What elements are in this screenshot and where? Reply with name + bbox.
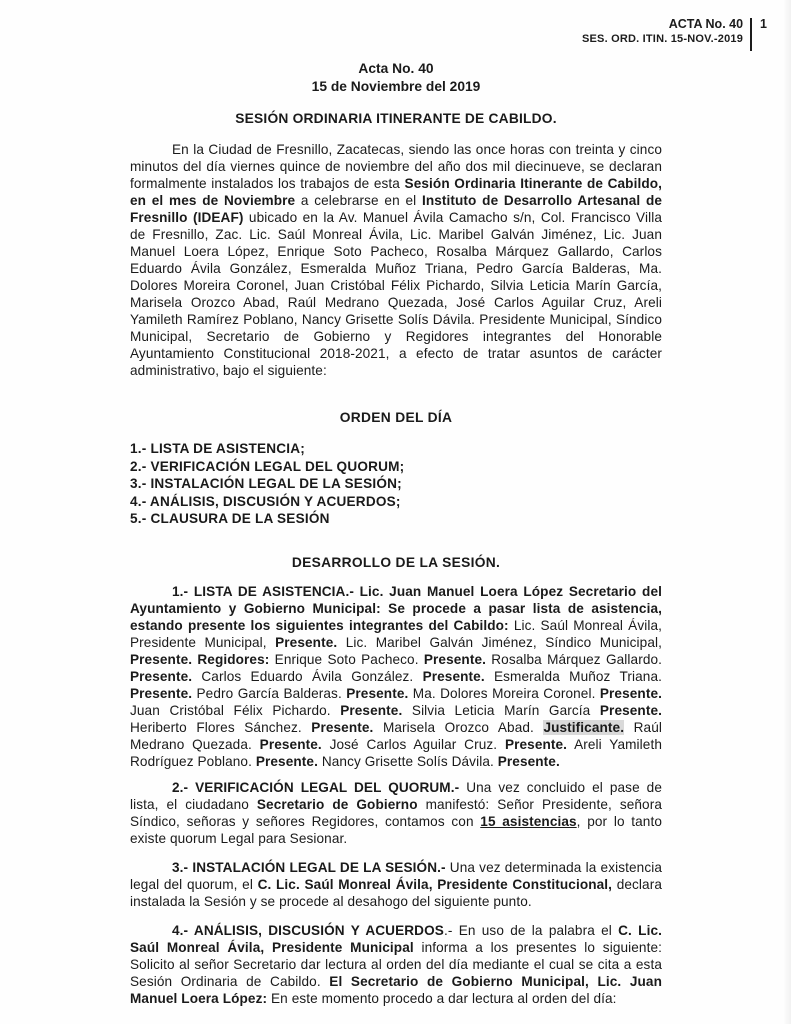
orden-item-4: 4.- ANÁLISIS, DISCUSIÓN Y ACUERDOS; xyxy=(130,493,401,509)
intro-paragraph xyxy=(130,141,662,379)
text-segment: , por lo tanto existe quorum Legal para Sesionar. xyxy=(130,813,663,846)
text-segment: El Secretario de Gobierno Municipal, Lic. Juan Manuel Loera López: xyxy=(130,973,662,1006)
text-segment: Presente. Regidores: xyxy=(130,651,270,667)
orden-del-dia-list xyxy=(130,440,662,528)
text-segment: Presente. xyxy=(497,753,560,769)
orden-del-dia-heading: ORDEN DEL DÍA xyxy=(339,410,453,425)
text-segment: Heriberto Flores Sánchez. xyxy=(130,719,312,735)
text-segment: Presente. xyxy=(599,685,662,701)
text-segment: Juan Cristóbal Félix Pichardo. xyxy=(130,702,341,718)
text-segment: Una vez concluido el pase de lista, el ciudadano xyxy=(130,779,663,812)
document-body xyxy=(130,60,662,1007)
text-segment: Areli Yamileth Rodríguez Poblano. xyxy=(130,736,662,769)
text-segment: Carlos Eduardo Ávila González. xyxy=(192,668,423,684)
text-segment: Presente. xyxy=(422,668,485,684)
text-segment: 3.- INSTALACIÓN LEGAL DE LA SESIÓN.- xyxy=(172,859,446,875)
orden-item-5: 5.- CLAUSURA DE LA SESIÓN xyxy=(130,511,330,526)
text-segment: Presente. xyxy=(259,736,322,752)
corner-header xyxy=(582,17,767,47)
text-segment: Enrique Soto Pacheco. xyxy=(269,651,424,667)
text-segment: José Carlos Aguilar Cruz. xyxy=(321,736,505,752)
text-segment: Ma. Dolores Moreira Coronel. xyxy=(408,685,600,701)
text-segment: Una vez determinada la existencia legal del quorum, el xyxy=(130,859,662,892)
text-segment: a celebrarse en el xyxy=(295,193,422,208)
verificacion-quorum-paragraph xyxy=(130,779,662,847)
title-block xyxy=(130,60,662,95)
text-segment: Pedro García Balderas. xyxy=(192,685,347,701)
text-segment: En este momento procedo a dar lectura al orden del día: xyxy=(267,990,617,1006)
page-number: 1 xyxy=(760,17,767,31)
text-segment: Sesión Ordinaria Itinerante de Cabildo, en el mes de Noviembre xyxy=(130,176,663,208)
session-date-label: SES. ORD. ITIN. 15-NOV.-2019 xyxy=(581,33,744,45)
text-segment: En la Ciudad de Fresnillo, Zacatecas, siendo las once horas con treinta y cinco minutos del día viernes quince de noviembre del año dos mil diecinueve, se declaran formalmente instalados los trabajos de esta xyxy=(130,142,662,191)
text-segment: Raúl Medrano Quezada. xyxy=(130,719,662,752)
orden-item-1: 1.- LISTA DE ASISTENCIA; xyxy=(130,441,305,456)
text-segment: Lic. Saúl Monreal Ávila, Presidente Municipal, xyxy=(130,617,662,650)
text-segment: Nancy Grisette Solís Dávila. xyxy=(317,753,498,769)
text-segment: Silvia Leticia Marín García xyxy=(402,702,600,718)
text-segment: Justificante. xyxy=(543,719,625,735)
analisis-acuerdos-paragraph xyxy=(130,922,662,1007)
text-segment: C. Lic. Saúl Monreal Ávila, Presidente Municipal xyxy=(130,922,662,955)
text-segment: manifestó: Señor Presidente, señora Síndico, señoras y señores Regidores, contamos con xyxy=(130,796,663,829)
session-title: SESIÓN ORDINARIA ITINERANTE DE CABILDO. xyxy=(235,111,557,126)
text-segment: .- En uso de la palabra el xyxy=(443,922,619,938)
text-segment: 4.- ANÁLISIS, DISCUSIÓN Y ACUERDOS xyxy=(172,922,444,938)
text-segment: Marisela Orozco Abad. xyxy=(373,719,544,735)
text-segment: Presente. xyxy=(255,753,318,769)
text-segment: Presente. xyxy=(423,651,486,667)
text-segment: Secretario de Gobierno xyxy=(256,796,418,812)
document-title: Acta No. 40 xyxy=(358,61,434,76)
text-segment: declara instalada la Sesión y se procede al desahogo del siguiente punto. xyxy=(130,876,662,909)
text-segment: 1.- LISTA DE ASISTENCIA.- Lic. Juan Manuel Loera López Secretario del Ayuntamiento y Gobierno Municipal: Se procede a pasar lista de asistencia, estando presente los siguientes integrantes del Cabildo: xyxy=(130,583,662,633)
corner-header-labels xyxy=(582,17,750,47)
orden-item-2: 2.- VERIFICACIÓN LEGAL DEL QUORUM; xyxy=(130,458,405,474)
acta-number-label: ACTA No. 40 xyxy=(668,17,744,31)
text-segment: Presente. xyxy=(275,634,338,650)
text-segment: 15 asistencias xyxy=(480,813,577,829)
text-segment: Presente. xyxy=(311,719,374,735)
text-segment: C. Lic. Saúl Monreal Ávila, Presidente Constitucional, xyxy=(257,876,613,892)
text-segment: Presente. xyxy=(130,668,193,684)
text-segment: informa a los presentes lo siguiente: Solicito al señor Secretario dar lectura al orden del día mediante el cual se cita a esta Sesión Ordinaria de Cabildo. xyxy=(130,939,662,989)
desarrollo-heading: DESARROLLO DE LA SESIÓN. xyxy=(291,554,501,570)
instalacion-legal-paragraph xyxy=(130,859,662,910)
text-segment: Lic. Maribel Galván Jiménez, Síndico Municipal, xyxy=(337,634,662,650)
lista-asistencia-paragraph xyxy=(130,583,662,770)
text-segment: Presente. xyxy=(340,702,403,718)
text-segment: Rosalba Márquez Gallardo. xyxy=(485,651,663,667)
text-segment: Presente. xyxy=(599,702,662,718)
document-date: 15 de Noviembre del 2019 xyxy=(311,78,481,94)
text-segment: Presente. xyxy=(130,685,193,701)
text-segment: Presente. xyxy=(504,736,568,752)
text-segment: ubicado en la Av. Manuel Ávila Camacho s/n, Col. Francisco Villa de Fresnillo, Zac. Lic. Saúl Monreal Ávila, Lic. Maribel Galván Jiménez, Lic. Juan Manuel Loera López, Enrique Soto Pacheco, Rosalba Márquez Gallardo, Carlos Eduardo Ávila González, Esmeralda Muñoz Triana, Pedro García Balderas, Ma. Dolores Moreira Coronel, Juan Cristóbal Félix Pichardo, Silvia Leticia Marín García, Marisela Orozco Abad, Raúl Medrano Quezada, José Carlos Aguilar Cruz, Areli Yamileth Ramírez Poblano, Nancy Grisette Solís Dávila. Presidente Municipal, Síndico Municipal, Secretario de Gobierno y Regidores integrantes del Honorable Ayuntamiento Constitucional 2018-2021, a efecto de tratar asuntos de carácter administrativo, bajo el siguiente: xyxy=(130,210,662,378)
text-segment: Presente. xyxy=(346,685,409,701)
text-segment: Esmeralda Muñoz Triana. xyxy=(484,668,662,684)
text-segment: Instituto de Desarrollo Artesanal de Fresnillo (IDEAF) xyxy=(130,193,663,225)
text-segment: 2.- VERIFICACIÓN LEGAL DEL QUORUM.- xyxy=(172,779,460,795)
orden-item-3: 3.- INSTALACIÓN LEGAL DE LA SESIÓN; xyxy=(130,476,402,491)
